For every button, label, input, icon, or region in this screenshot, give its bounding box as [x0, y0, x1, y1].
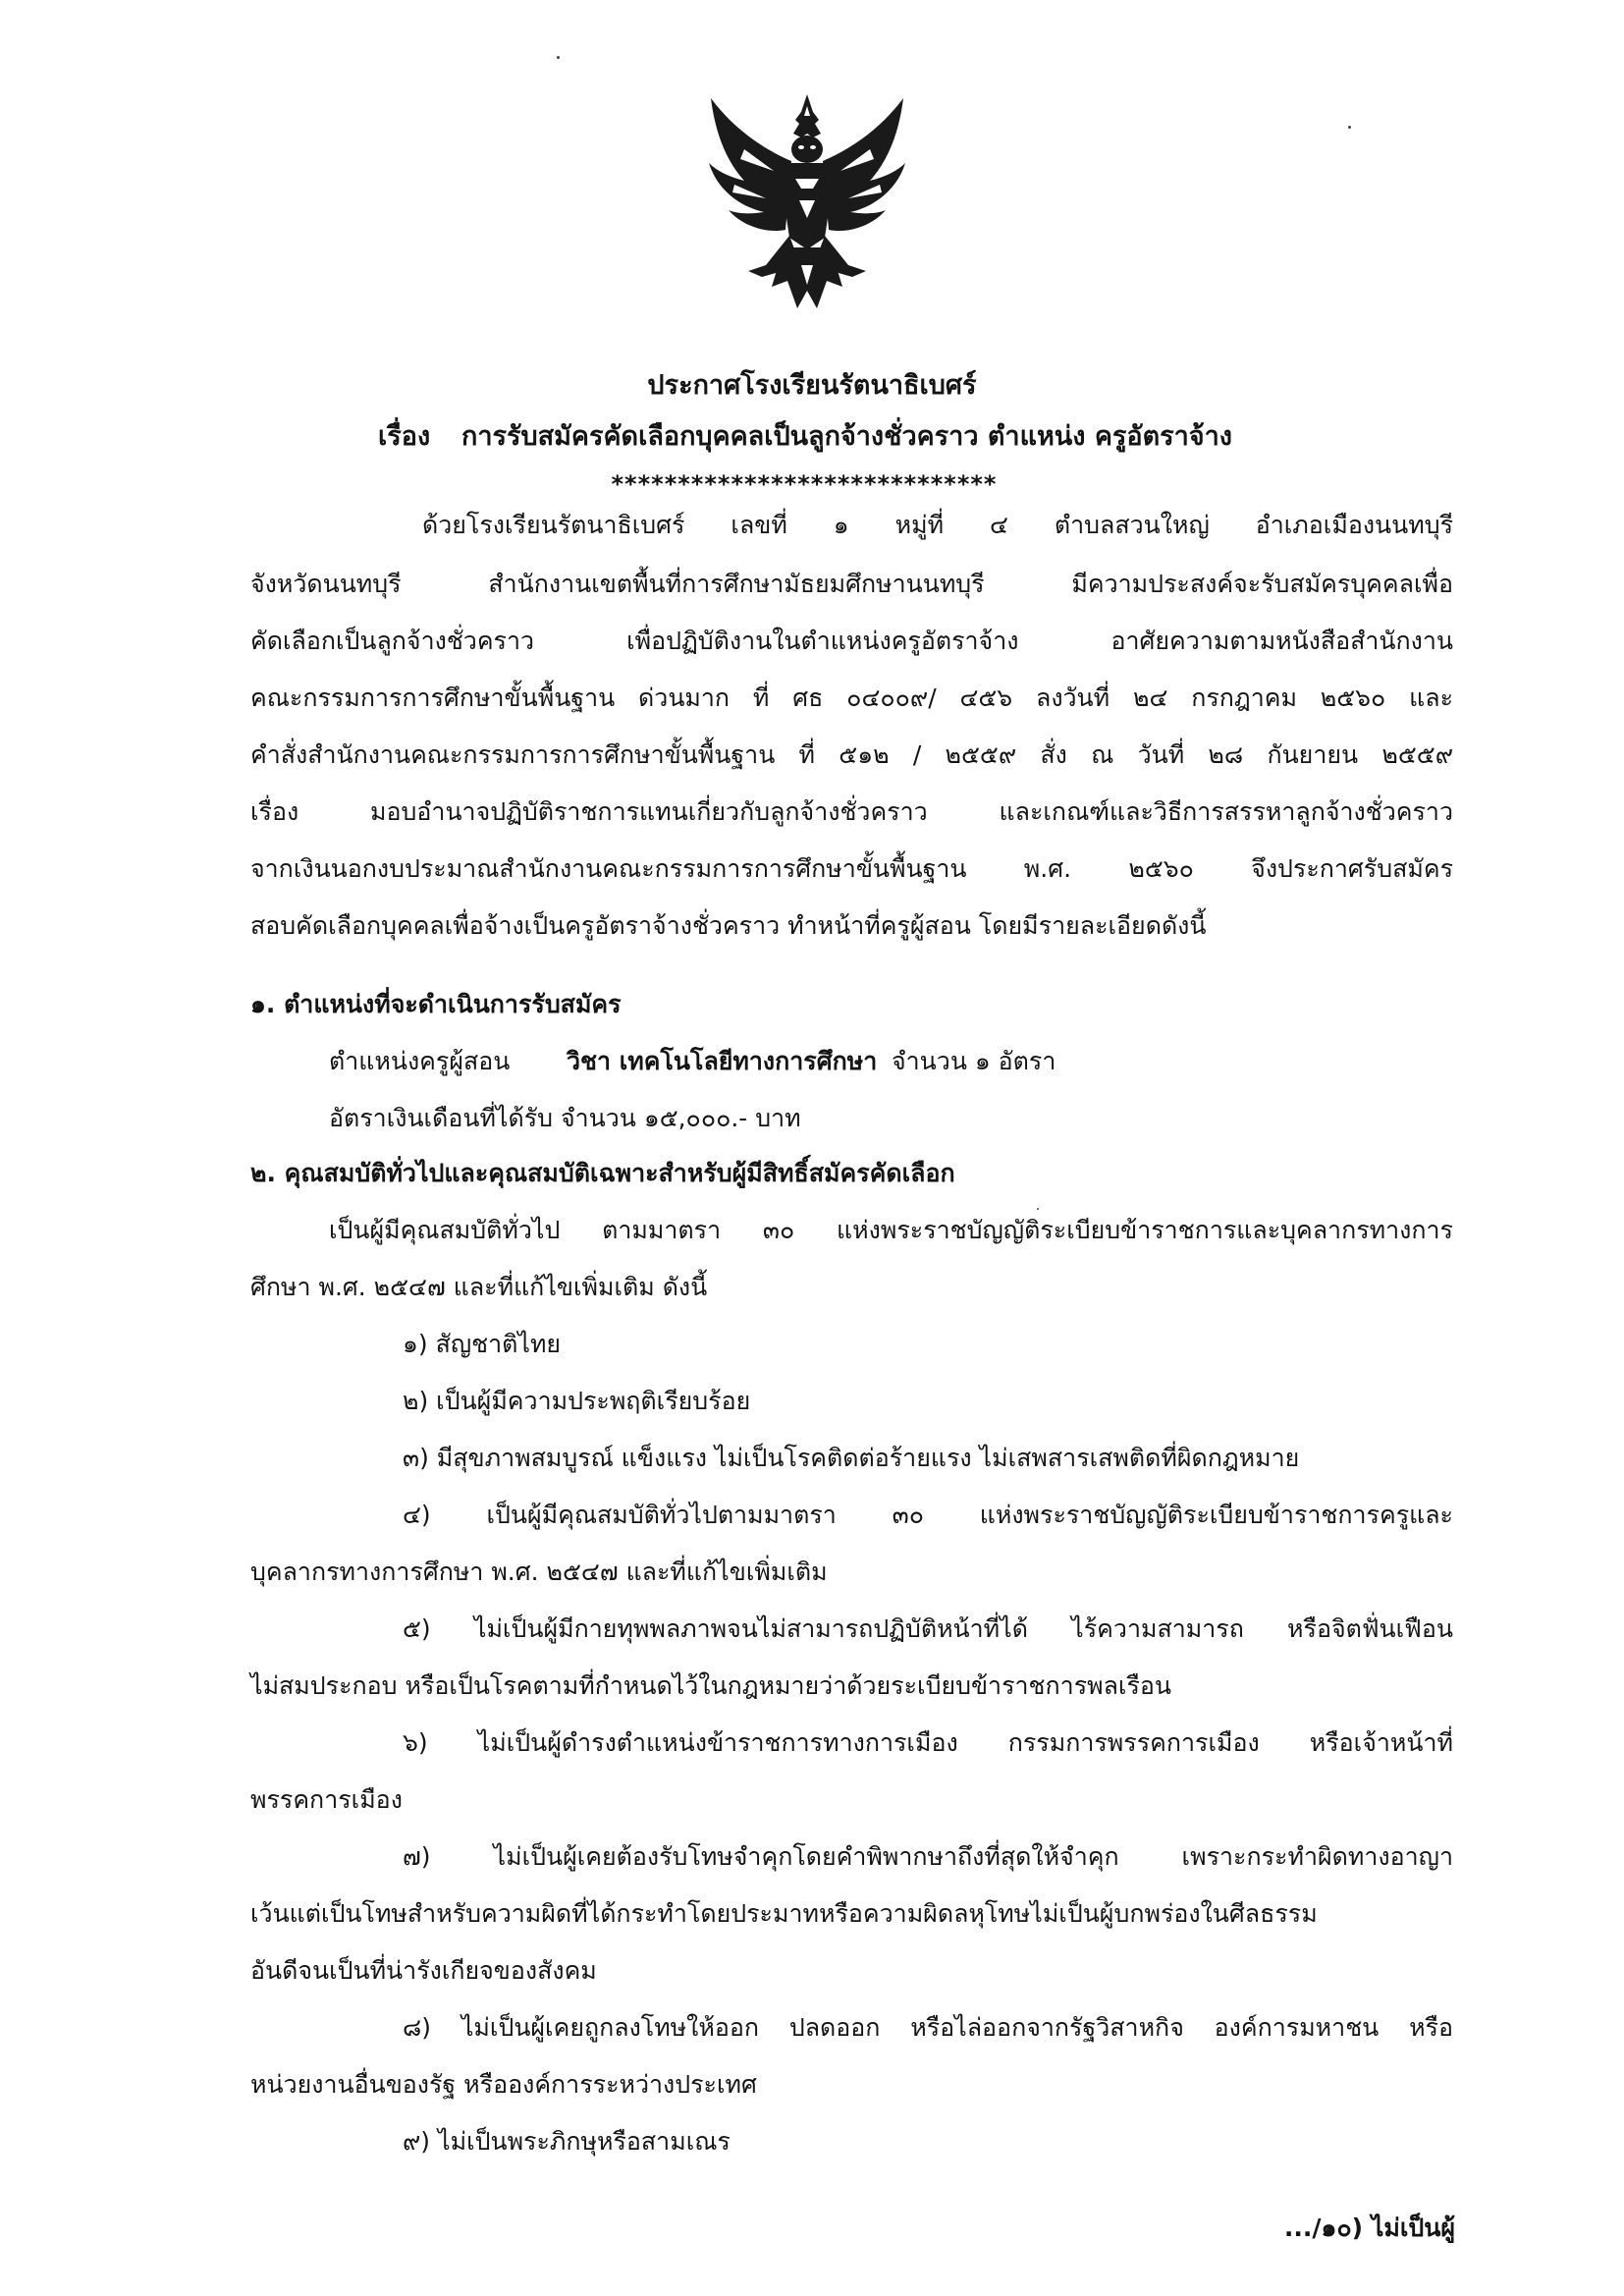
section2-intro-line: ศึกษา พ.ศ. ๒๕๔๗ และที่แก้ไขเพิ่มเติม ดังนี้ — [250, 1273, 708, 1301]
qualification-item: ๔) เป็นผู้มีคุณสมบัติทั่วไปตามมาตรา ๓๐ แห่งพระราชบัญญัติระเบียบข้าราชการครูและ — [403, 1501, 1453, 1529]
intro-line: สอบคัดเลือกบุคคลเพื่อจ้างเป็นครูอัตราจ้างชั่วคราว ทำหน้าที่ครูผู้สอน โดยมีรายละเอียดดังนี้ — [250, 911, 1207, 940]
qualification-item: ๕) ไม่เป็นผู้มีกายทุพพลภาพจนไม่สามารถปฏิบัติหน้าที่ได้ ไร้ความสามารถ หรือจิตฟั่นเฟือน — [403, 1614, 1453, 1643]
intro-line: คณะกรรมการการศึกษาขั้นพื้นฐาน ด่วนมาก ที่ ศธ ๐๔๐๐๙/ ๔๕๖ ลงวันที่ ๒๔ กรกฎาคม ๒๕๖๐ และ — [250, 683, 1453, 712]
qualification-item: ๒) เป็นผู้มีความประพฤติเรียบร้อย — [403, 1387, 751, 1415]
qualification-item: ๑) สัญชาติไทย — [403, 1330, 562, 1358]
section1-heading: ๑. ตำแหน่งที่จะดำเนินการรับสมัคร — [250, 990, 622, 1018]
intro-line: ด้วยโรงเรียนรัตนาธิเบศร์ เลขที่ ๑ หมู่ที่ ๔ ตำบลสวนใหญ่ อำเภอเมืองนนทบุรี — [422, 511, 1453, 539]
title-separator: ***************************** — [611, 470, 998, 498]
qualification-item-cont: ไม่สมประกอบ หรือเป็นโรคตามที่กำหนดไว้ในกฎหมายว่าด้วยระเบียบข้าราชการพลเรือน — [250, 1671, 1172, 1700]
intro-line: จังหวัดนนทบุรี สำนักงานเขตพื้นที่การศึกษามัธยมศึกษานนทบุรี มีความประสงค์จะรับสมัครบุคคลเพื่อ — [250, 570, 1453, 598]
qualification-item-cont: บุคลากรทางการศึกษา พ.ศ. ๒๕๔๗ และที่แก้ไขเพิ่มเติม — [250, 1558, 828, 1586]
position-subject: วิชา เทคโนโลยีทางการศึกษา — [567, 1047, 878, 1075]
qualification-item: ๘) ไม่เป็นผู้เคยถูกลงโทษให้ออก ปลดออก หรือไล่ออกจากรัฐวิสาหกิจ องค์การมหาชน หรือ — [403, 2013, 1453, 2042]
intro-line: คัดเลือกเป็นลูกจ้างชั่วคราว เพื่อปฏิบัติงานในตำแหน่งครูอัตราจ้าง อาศัยความตามหนังสือสำนักงาน — [250, 627, 1453, 655]
intro-line: เรื่อง มอบอำนาจปฏิบัติราชการแทนเกี่ยวกับลูกจ้างชั่วคราว และเกณฑ์และวิธีการสรรหาลูกจ้างชั่วคราว — [250, 797, 1453, 826]
position-count: จำนวน ๑ อัตรา — [892, 1047, 1056, 1075]
salary-line: อัตราเงินเดือนที่ได้รับ จำนวน ๑๕,๐๐๐.- บาท — [329, 1104, 801, 1132]
section2-heading: ๒. คุณสมบัติทั่วไปและคุณสมบัติเฉพาะสำหรับผู้มีสิทธิ์สมัครคัดเลือก — [250, 1159, 955, 1187]
qualification-item: ๖) ไม่เป็นผู้ดำรงตำแหน่งข้าราชการทางการเมือง กรรมการพรรคการเมือง หรือเจ้าหน้าที่ — [403, 1728, 1453, 1757]
scan-speck — [557, 56, 560, 59]
continuation-marker: .../๑๐) ไม่เป็นผู้ — [1283, 2214, 1455, 2242]
qualification-item-cont: หน่วยงานอื่นของรัฐ หรือองค์การระหว่างประเทศ — [250, 2070, 757, 2099]
qualification-item-cont: พรรคการเมือง — [250, 1785, 403, 1814]
announcement-subject: การรับสมัครคัดเลือกบุคคลเป็นลูกจ้างชั่วคราว ตำแหน่ง ครูอัตราจ้าง — [461, 421, 1232, 452]
announcement-title: ประกาศโรงเรียนรัตนาธิเบศร์ — [647, 370, 977, 401]
scan-speck — [1348, 126, 1351, 129]
qualification-item-cont: อันดีจนเป็นที่น่ารังเกียจของสังคม — [250, 1956, 597, 1985]
section2-intro-line: เป็นผู้มีคุณสมบัติทั่วไป ตามมาตรา ๓๐ แห่งพระราชบัญญัติระเบียบข้าราชการและบุคลากรทางการ — [329, 1216, 1453, 1244]
qualification-item-cont: เว้นแต่เป็นโทษสำหรับความผิดที่ได้กระทำโดยประมาทหรือความผิดลหุโทษไม่เป็นผู้บกพร่องในศีลธรรม — [250, 1899, 1318, 1928]
scan-speck — [1037, 1208, 1039, 1210]
position-prefix: ตำแหน่งครูผู้สอน — [329, 1047, 511, 1075]
qualification-item: ๙) ไม่เป็นพระภิกษุหรือสามเณร — [403, 2127, 731, 2156]
qualification-item: ๗) ไม่เป็นผู้เคยต้องรับโทษจำคุกโดยคำพิพากษาถึงที่สุดให้จำคุก เพราะกระทำผิดทางอาญา — [403, 1842, 1453, 1871]
announcement-subject-label: เรื่อง — [378, 421, 431, 452]
intro-line: คำสั่งสำนักงานคณะกรรมการการศึกษาขั้นพื้นฐาน ที่ ๕๑๒ / ๒๕๕๙ สั่ง ณ วันที่ ๒๘ กันยายน ๒๕๕๙ — [250, 740, 1453, 769]
garuda-emblem-icon — [705, 90, 909, 316]
intro-line: จากเงินนอกงบประมาณสำนักงานคณะกรรมการการศึกษาขั้นพื้นฐาน พ.ศ. ๒๕๖๐ จึงประกาศรับสมัคร — [250, 854, 1453, 883]
qualification-item: ๓) มีสุขภาพสมบูรณ์ แข็งแรง ไม่เป็นโรคติดต่อร้ายแรง ไม่เสพสารเสพติดที่ผิดกฎหมาย — [403, 1444, 1300, 1472]
